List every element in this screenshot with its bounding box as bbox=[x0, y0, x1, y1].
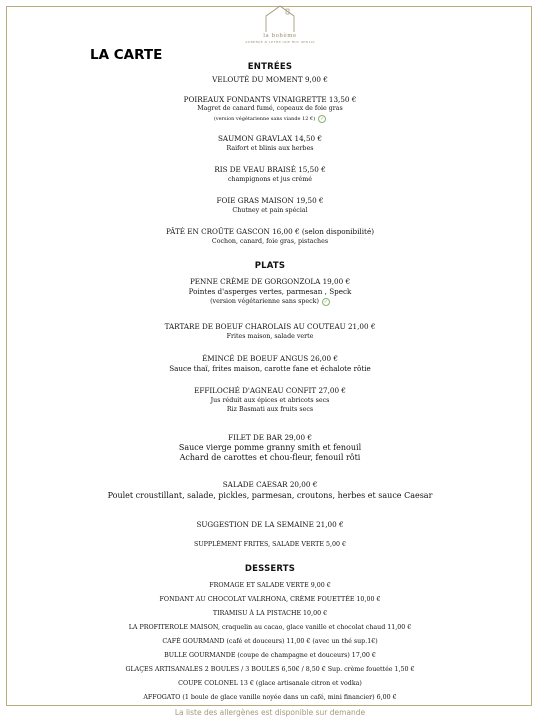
menu-item: POIREAUX FONDANTS VINAIGRETTE 13,50 € bbox=[183, 95, 357, 104]
menu-item-note bbox=[0, 114, 540, 124]
menu-item: SALADE CAESAR 20,00 € bbox=[222, 480, 318, 489]
menu-item: RIS DE VEAU BRAISÉ 15,50 € bbox=[214, 165, 326, 174]
menu-item: PENNE CRÈME DE GORGONZOLA 19,00 € bbox=[189, 277, 351, 286]
menu-item: SAUMON GRAVLAX 14,50 € bbox=[218, 134, 322, 143]
menu-item-description: Sauce thaï, frites maison, carotte fane et échalote rôtie bbox=[169, 364, 371, 373]
menu-item-description: Poulet croustillant, salade, pickles, parmesan, croutons, herbes et sauce Caesar bbox=[107, 491, 433, 500]
menu-item: EFFILOCHÉ D'AGNEAU CONFIT 27,00 € bbox=[194, 386, 346, 395]
menu-item-description: Achard de carottes et chou-fleur, fenouil rôti bbox=[179, 453, 361, 462]
page-title: LA CARTE bbox=[90, 47, 163, 63]
menu-item: VELOUTÉ DU MOMENT 9,00 € bbox=[212, 75, 328, 84]
menu-item-description: Jus réduit aux épices et abricots secs bbox=[210, 397, 330, 404]
menu-item-description: Cochon, canard, foie gras, pistaches bbox=[211, 238, 329, 245]
menu-item: SUPPLÉMENT FRITES, SALADE VERTE 5,00 € bbox=[194, 541, 346, 548]
menu-item-description: Pointes d'asperges vertes, parmesan , Speck bbox=[188, 287, 352, 296]
menu-item: FROMAGE ET SALADE VERTE 9,00 € bbox=[209, 582, 331, 589]
menu-item: BULLE GOURMANDE (coupe de champagne et douceurs) 17,00 € bbox=[164, 652, 376, 659]
menu-item-description: champignons et jus crémé bbox=[228, 176, 312, 183]
menu-item-description: Chutney et pain spécial bbox=[232, 207, 308, 214]
menu-item: COUPE COLONEL 13 € (glace artisanale citron et vodka) bbox=[178, 680, 362, 687]
vegetarian-icon: ✓ bbox=[320, 115, 325, 122]
section-heading-desserts: DESSERTS bbox=[244, 564, 296, 574]
menu-item-description: Riz Basmati aux fruits secs bbox=[226, 406, 314, 413]
menu-item: SUGGESTION DE LA SEMAINE 21,00 € bbox=[196, 520, 344, 529]
veg-note-text: (version végétarienne sans viande 12 €) bbox=[213, 116, 316, 122]
menu-item: TARTARE DE BOEUF CHAROLAIS AU COUTEAU 21,00 € bbox=[164, 322, 376, 331]
menu-item: PÂTÉ EN CROÛTE GASCON 16,00 € (selon disponibilité) bbox=[165, 227, 375, 236]
menu-item-description: Frites maison, salade verte bbox=[226, 333, 314, 340]
menu-item: FILET DE BAR 29,00 € bbox=[228, 433, 312, 442]
menu-item: CAFÉ GOURMAND (café et douceurs) 11,00 € (avec un thé sup.1€) bbox=[162, 638, 378, 645]
veg-note-text: (version végétarienne sans speck) bbox=[210, 298, 319, 305]
logo-subtitle: AUBERGE & LETHE ODE RUC SENLIS bbox=[245, 40, 315, 44]
house-logo-icon bbox=[260, 4, 300, 34]
menu-item: ÉMINCÉ DE BOEUF ANGUS 26,00 € bbox=[202, 354, 338, 363]
section-heading-plats: PLATS bbox=[254, 261, 286, 271]
menu-item-description: Raifort et blinis aux herbes bbox=[226, 145, 314, 152]
menu-item: LA PROFITEROLE MAISON, craquelin au cacao, glace vanille et chocolat chaud 11,00 € bbox=[128, 624, 412, 631]
menu-item-description: Magret de canard fumé, copeaux de foie gras bbox=[197, 105, 343, 112]
menu-item: AFFOGATO (1 boule de glace vanille noyée dans un café, mini financier) 6,00 € bbox=[143, 694, 397, 701]
section-heading-entrees: ENTRÉES bbox=[247, 62, 293, 72]
allergen-footer: La liste des allergènes est disponible sur demande bbox=[174, 708, 366, 717]
menu-item-description: Sauce vierge pomme granny smith et fenouil bbox=[178, 443, 362, 452]
logo-name: la bohème bbox=[263, 33, 297, 39]
menu-item: FONDANT AU CHOCOLAT VALRHONA, CRÈME FOUETTÉE 10,00 € bbox=[159, 596, 381, 603]
menu-item: FOIE GRAS MAISON 19,50 € bbox=[216, 196, 324, 205]
vegetarian-icon: ✓ bbox=[323, 298, 328, 305]
logo bbox=[245, 4, 315, 44]
menu-item: GLAÇES ARTISANALES 2 BOULES / 3 BOULES 6,50€ / 8,50 € Sup. crème fouettée 1,50 € bbox=[125, 666, 415, 673]
menu-item-note bbox=[0, 297, 540, 307]
menu-item: TIRAMISU À LA PISTACHE 10,00 € bbox=[212, 610, 328, 617]
